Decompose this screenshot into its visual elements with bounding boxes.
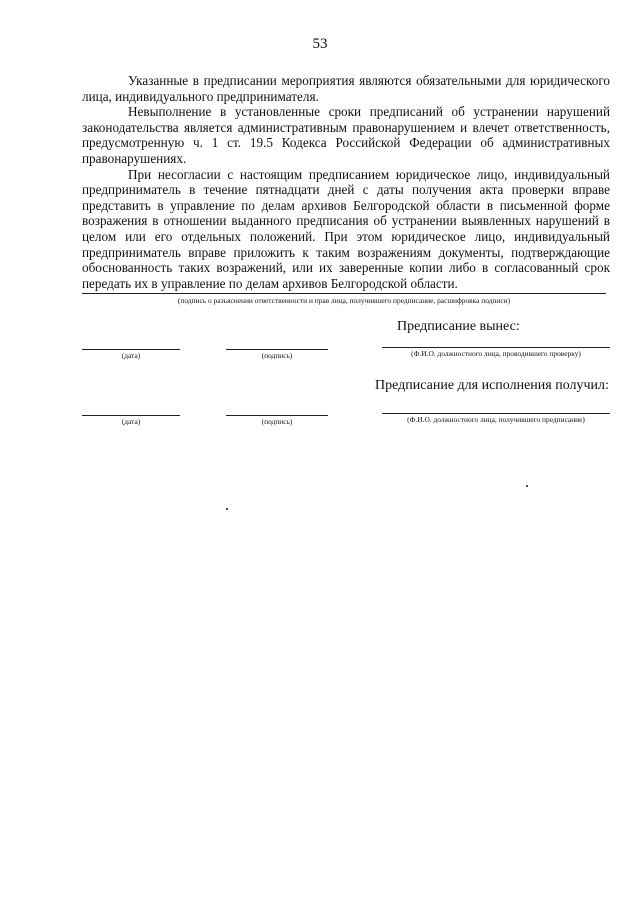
page-number: 53: [312, 36, 328, 52]
received-signature-line: [226, 415, 328, 416]
received-signature-caption: (подпись): [261, 417, 293, 426]
document-body: [82, 73, 610, 291]
acknowledgment-caption: (подпись о разъяснении ответственности и прав лица, получившего предписание, расшифровка подписи): [177, 296, 511, 305]
issued-signature-caption: (подпись): [261, 351, 293, 360]
issued-signature-line: [226, 349, 328, 350]
scan-speck: [226, 508, 228, 510]
scan-speck: [526, 485, 528, 487]
issued-official-line: [382, 347, 610, 348]
received-official-caption: (Ф.И.О. должностного лица, получившего предписание): [407, 415, 585, 424]
received-date-line: [82, 415, 180, 416]
received-heading: Предписание для исполнения получил:: [375, 378, 609, 393]
received-official-line: [382, 413, 610, 414]
issued-date-line: [82, 349, 180, 350]
paragraph-liability: Невыполнение в установленные сроки предписаний об устранении нарушений законодательства является административным правонарушением и влечет ответственность, предусмотренную ч. 1 ст. 19.5 Кодекса Российской Федерации об административных правонарушениях.: [82, 104, 610, 166]
issued-date-caption: (дата): [121, 351, 141, 360]
paragraph-obligatory-measures: Указанные в предписании мероприятия являются обязательными для юридического лица, индивидуального предпринимателя.: [82, 73, 610, 104]
paragraph-objections: При несогласии с настоящим предписанием юридическое лицо, индивидуальный предприниматель в течение пятнадцати дней с даты получения акта проверки вправе представить в управление по делам архивов Белгородской области в письменной форме возражения в отношении выданного предписания об устранении выявленных нарушений в целом или его отдельных положений. При этом юридическое лицо, индивидуальный предприниматель вправе приложить к таким возражениям документы, подтверждающие обоснованность таких возражений, или их заверенные копии либо в согласованный срок передать их в управление по делам архивов Белгородской области.: [82, 166, 610, 291]
issued-heading: Предписание вынес:: [397, 319, 520, 334]
acknowledgment-signature-line: [82, 293, 606, 294]
received-date-caption: (дата): [121, 417, 141, 426]
issued-official-caption: (Ф.И.О. должностного лица, проводившего проверку): [411, 349, 581, 358]
